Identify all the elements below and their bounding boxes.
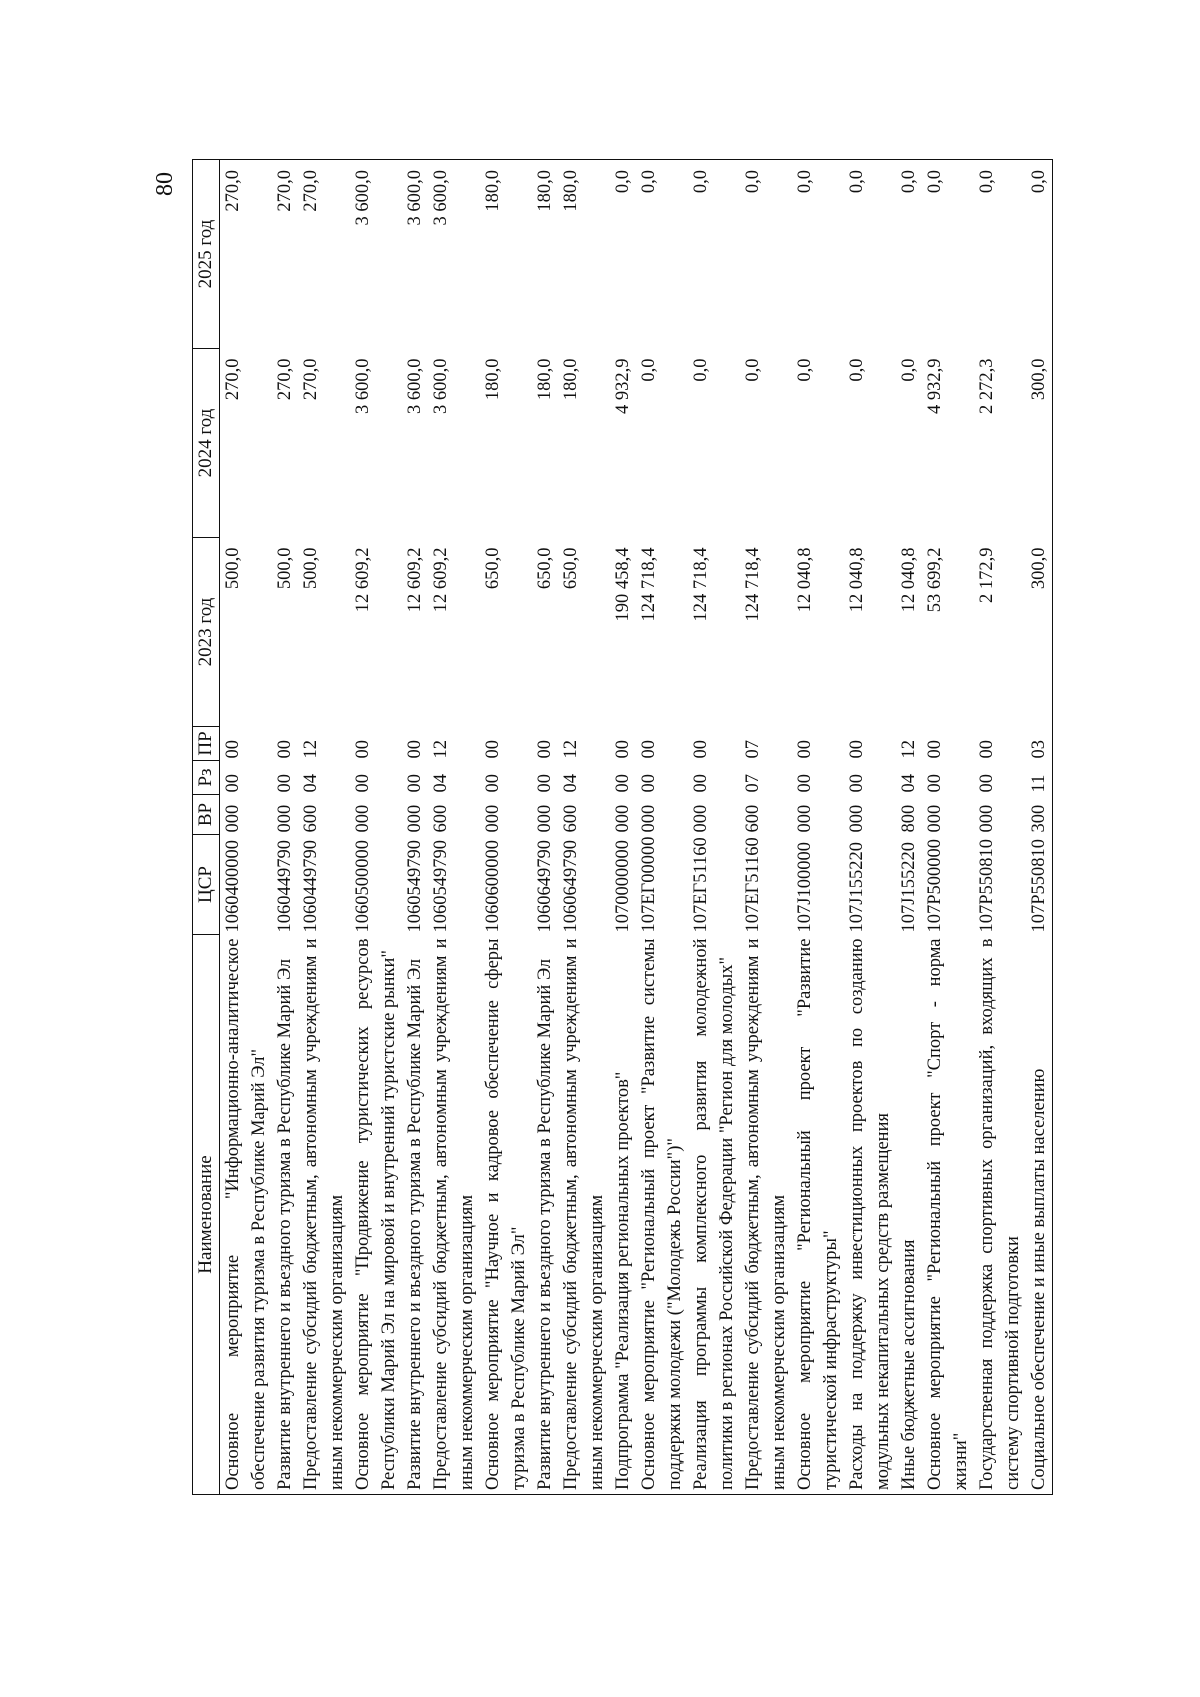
row-value-2023: 12 609,2 xyxy=(353,547,373,613)
row-name: Предоставление субсидий бюджетным, автономным учреждениям и иным некоммерческим организациям xyxy=(298,935,350,1495)
row-value-2024: 0,0 xyxy=(639,358,659,382)
row-name: Предоставление субсидий бюджетным, автономным учреждениям и иным некоммерческим организациям xyxy=(428,935,480,1495)
row-rz: 04 xyxy=(431,774,451,793)
row-rz: 11 xyxy=(1029,774,1049,793)
row-name: Реализация программы комплексного развития молодежной политики в регионах Российской Федерации "Регион для молодых" xyxy=(688,935,740,1495)
row-value-2024: 0,0 xyxy=(691,358,711,382)
row-rz: 00 xyxy=(223,774,243,793)
row-value-2024: 3 600,0 xyxy=(353,358,373,414)
table-row xyxy=(974,160,1026,1495)
row-name: Основное мероприятие "Продвижение туристических ресурсов Республики Марий Эл на мировой и внутренний туристские рынки" xyxy=(350,935,402,1495)
row-value-2023: 500,0 xyxy=(301,547,321,590)
row-value-2024: 0,0 xyxy=(795,358,815,382)
row-vr: 000 xyxy=(795,804,815,833)
row-value-2024: 0,0 xyxy=(847,358,867,382)
row-name: Основное мероприятие "Региональный проект "Спорт - норма жизни" xyxy=(922,935,974,1495)
row-csr: 107J155220 xyxy=(847,842,867,933)
row-vr: 300 xyxy=(1029,804,1049,833)
row-value-2023: 190 458,4 xyxy=(613,547,633,622)
row-pr: 12 xyxy=(899,740,919,759)
row-csr: 107J100000 xyxy=(795,842,815,933)
row-pr: 00 xyxy=(925,740,945,759)
table-row xyxy=(844,160,896,1495)
row-value-2024: 270,0 xyxy=(301,358,321,401)
row-pr: 00 xyxy=(639,740,659,759)
row-vr: 600 xyxy=(301,804,321,833)
header-csr: ЦСР xyxy=(193,835,220,935)
row-value-2023: 300,0 xyxy=(1029,547,1049,590)
row-vr: 000 xyxy=(925,804,945,833)
table-row xyxy=(298,160,350,1495)
table-row xyxy=(922,160,974,1495)
row-vr: 000 xyxy=(639,804,659,833)
row-value-2024: 4 932,9 xyxy=(925,358,945,414)
row-value-2025: 3 600,0 xyxy=(350,160,402,349)
row-csr: 107P550810 xyxy=(977,838,997,933)
row-value-2025: 0,0 xyxy=(1026,160,1053,349)
table-row xyxy=(740,160,792,1495)
table-row xyxy=(402,160,428,1495)
row-rz: 00 xyxy=(795,774,815,793)
row-pr: 00 xyxy=(353,740,373,759)
row-csr: 107P550810 xyxy=(1029,838,1049,933)
row-rz: 00 xyxy=(275,774,295,793)
row-value-2025: 3 600,0 xyxy=(402,160,428,349)
table-row xyxy=(558,160,610,1495)
row-name: Социальное обеспечение и иные выплаты населению xyxy=(1026,935,1053,1495)
row-value-2025: 0,0 xyxy=(610,160,636,349)
row-vr: 000 xyxy=(535,804,555,833)
table-row xyxy=(272,160,298,1495)
row-value-2023: 124 718,4 xyxy=(691,547,711,622)
row-vr: 000 xyxy=(405,804,425,833)
row-value-2024: 300,0 xyxy=(1029,358,1049,401)
row-value-2023: 500,0 xyxy=(275,547,295,590)
row-csr: 107P500000 xyxy=(925,838,945,933)
row-rz: 00 xyxy=(613,774,633,793)
row-name: Основное мероприятие "Информационно-аналитическое обеспечение развития туризма в Республике Марий Эл" xyxy=(220,935,273,1495)
row-rz: 00 xyxy=(535,774,555,793)
row-value-2025: 0,0 xyxy=(740,160,792,349)
row-name: Основное мероприятие "Региональный проект "Развитие туристической инфраструктуры" xyxy=(792,935,844,1495)
row-value-2024: 180,0 xyxy=(483,358,503,401)
row-csr: 107ЕГ51160 xyxy=(743,837,763,933)
row-pr: 07 xyxy=(743,740,763,759)
row-csr: 1060449790 xyxy=(301,840,321,933)
row-csr: 1060449790 xyxy=(275,840,295,933)
row-csr: 107ЕГ51160 xyxy=(691,837,711,933)
row-value-2023: 124 718,4 xyxy=(743,547,763,622)
row-csr: 107ЕГ00000 xyxy=(639,836,659,933)
row-pr: 00 xyxy=(223,740,243,759)
table-row xyxy=(428,160,480,1495)
row-pr: 00 xyxy=(483,740,503,759)
row-pr: 03 xyxy=(1029,740,1049,759)
table-row xyxy=(688,160,740,1495)
row-value-2023: 12 040,8 xyxy=(899,547,919,613)
row-pr: 00 xyxy=(613,740,633,759)
page-number: 80 xyxy=(152,172,178,196)
row-value-2023: 2 172,9 xyxy=(977,547,997,603)
row-name: Государственная поддержка спортивных организаций, входящих в систему спортивной подготовки xyxy=(974,935,1026,1495)
rotated-page xyxy=(152,160,1049,1495)
row-vr: 000 xyxy=(353,804,373,833)
row-pr: 00 xyxy=(535,740,555,759)
row-value-2023: 12 609,2 xyxy=(431,547,451,613)
row-value-2025: 0,0 xyxy=(896,160,922,349)
row-rz: 00 xyxy=(353,774,373,793)
table-row xyxy=(350,160,402,1495)
row-value-2025: 0,0 xyxy=(844,160,896,349)
row-value-2024: 0,0 xyxy=(899,358,919,382)
table-row xyxy=(610,160,636,1495)
row-value-2025: 0,0 xyxy=(792,160,844,349)
table-row xyxy=(896,160,922,1495)
row-value-2023: 12 609,2 xyxy=(405,547,425,613)
table-row xyxy=(480,160,532,1495)
row-vr: 800 xyxy=(899,804,919,833)
row-vr: 000 xyxy=(223,804,243,833)
table-row xyxy=(532,160,558,1495)
row-pr: 00 xyxy=(405,740,425,759)
row-value-2024: 3 600,0 xyxy=(405,358,425,414)
row-name: Основное мероприятие "Региональный проект "Развитие системы поддержки молодежи ("Молодежь России")" xyxy=(636,935,688,1495)
row-rz: 00 xyxy=(405,774,425,793)
row-csr: 1060400000 xyxy=(223,840,243,933)
row-name: Основное мероприятие "Научное и кадровое обеспечение сферы туризма в Республике Марий Эл" xyxy=(480,935,532,1495)
row-vr: 600 xyxy=(743,804,763,833)
row-value-2025: 0,0 xyxy=(974,160,1026,349)
row-csr: 1070000000 xyxy=(613,840,633,933)
budget-table xyxy=(192,159,1053,1495)
row-value-2023: 650,0 xyxy=(561,547,581,590)
row-value-2023: 650,0 xyxy=(535,547,555,590)
row-vr: 000 xyxy=(613,804,633,833)
row-pr: 00 xyxy=(847,740,867,759)
row-csr: 1060649790 xyxy=(535,840,555,933)
table-header-row xyxy=(193,160,220,1495)
header-vr: ВР xyxy=(193,795,220,835)
row-value-2024: 4 932,9 xyxy=(613,358,633,414)
row-rz: 00 xyxy=(925,774,945,793)
row-value-2023: 53 699,2 xyxy=(925,547,945,613)
row-value-2025: 0,0 xyxy=(636,160,688,349)
table-row xyxy=(1026,160,1053,1495)
row-value-2025: 270,0 xyxy=(272,160,298,349)
header-rz: Рз xyxy=(193,761,220,795)
header-name: Наименование xyxy=(193,935,220,1495)
row-value-2025: 0,0 xyxy=(922,160,974,349)
row-value-2023: 124 718,4 xyxy=(639,547,659,622)
header-pr: ПР xyxy=(193,727,220,761)
header-2025: 2025 год xyxy=(193,160,220,349)
row-value-2023: 12 040,8 xyxy=(847,547,867,613)
row-value-2025: 180,0 xyxy=(558,160,610,349)
row-vr: 000 xyxy=(275,804,295,833)
row-name: Развитие внутреннего и въездного туризма в Республике Марий Эл xyxy=(402,935,428,1495)
row-pr: 12 xyxy=(561,740,581,759)
row-rz: 04 xyxy=(899,774,919,793)
row-csr: 1060649790 xyxy=(561,840,581,933)
row-value-2024: 270,0 xyxy=(223,358,243,401)
row-pr: 12 xyxy=(431,740,451,759)
row-csr: 1060549790 xyxy=(405,840,425,933)
row-value-2024: 270,0 xyxy=(275,358,295,401)
row-name: Иные бюджетные ассигнования xyxy=(896,935,922,1495)
row-rz: 00 xyxy=(847,774,867,793)
row-value-2024: 180,0 xyxy=(535,358,555,401)
row-value-2023: 12 040,8 xyxy=(795,547,815,613)
row-vr: 000 xyxy=(847,804,867,833)
row-value-2025: 3 600,0 xyxy=(428,160,480,349)
row-rz: 04 xyxy=(561,774,581,793)
row-pr: 00 xyxy=(275,740,295,759)
row-csr: 107J155220 xyxy=(899,842,919,933)
row-pr: 12 xyxy=(301,740,321,759)
row-name: Подпрограмма "Реализация региональных проектов" xyxy=(610,935,636,1495)
row-name: Развитие внутреннего и въездного туризма в Республике Марий Эл xyxy=(272,935,298,1495)
row-rz: 00 xyxy=(639,774,659,793)
row-rz: 00 xyxy=(483,774,503,793)
row-value-2025: 180,0 xyxy=(480,160,532,349)
row-rz: 00 xyxy=(691,774,711,793)
row-pr: 00 xyxy=(795,740,815,759)
header-2024: 2024 год xyxy=(193,349,220,538)
row-value-2023: 500,0 xyxy=(223,547,243,590)
row-pr: 00 xyxy=(977,740,997,759)
header-2023: 2023 год xyxy=(193,538,220,727)
row-name: Расходы на поддержку инвестиционных проектов по созданию модульных некапитальных средств размещения xyxy=(844,935,896,1495)
row-vr: 000 xyxy=(977,804,997,833)
row-value-2025: 180,0 xyxy=(532,160,558,349)
table-row xyxy=(636,160,688,1495)
row-vr: 000 xyxy=(691,804,711,833)
row-value-2025: 270,0 xyxy=(220,160,273,349)
row-vr: 000 xyxy=(483,804,503,833)
row-csr: 1060549790 xyxy=(431,840,451,933)
row-name: Предоставление субсидий бюджетным, автономным учреждениям и иным некоммерческим организациям xyxy=(740,935,792,1495)
table-row xyxy=(792,160,844,1495)
row-value-2023: 650,0 xyxy=(483,547,503,590)
table-body xyxy=(220,160,1053,1495)
row-pr: 00 xyxy=(691,740,711,759)
row-name: Предоставление субсидий бюджетным, автономным учреждениям и иным некоммерческим организациям xyxy=(558,935,610,1495)
row-value-2024: 3 600,0 xyxy=(431,358,451,414)
row-vr: 600 xyxy=(431,804,451,833)
table-row xyxy=(220,160,273,1495)
row-value-2025: 0,0 xyxy=(688,160,740,349)
row-value-2024: 180,0 xyxy=(561,358,581,401)
row-rz: 07 xyxy=(743,774,763,793)
row-csr: 1060600000 xyxy=(483,840,503,933)
row-name: Развитие внутреннего и въездного туризма в Республике Марий Эл xyxy=(532,935,558,1495)
row-rz: 04 xyxy=(301,774,321,793)
row-value-2024: 0,0 xyxy=(743,358,763,382)
row-rz: 00 xyxy=(977,774,997,793)
row-vr: 600 xyxy=(561,804,581,833)
row-value-2024: 2 272,3 xyxy=(977,358,997,414)
row-value-2025: 270,0 xyxy=(298,160,350,349)
row-csr: 1060500000 xyxy=(353,840,373,933)
